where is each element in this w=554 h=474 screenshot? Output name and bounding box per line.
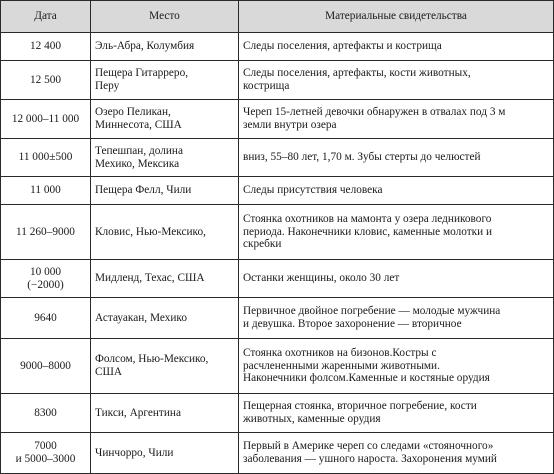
cell-evidence: Останки женщины, около 30 лет — [239, 260, 554, 298]
cell-place: Озеро Пеликан, Миннесота, США — [91, 100, 239, 139]
table-row — [1, 394, 554, 433]
cell-date: 7000 и 5000–3000 — [1, 433, 91, 474]
cell-evidence: Следы поселения, артефакты, кости животных, кострища — [239, 61, 554, 100]
header-place: Место — [91, 1, 239, 33]
cell-place: Пещера Гитарреро, Перу — [91, 61, 239, 100]
cell-place: Кловис, Нью-Мексико, — [91, 205, 239, 260]
cell-place: Чинчорро, Чили — [91, 433, 239, 474]
cell-place: Фолсом, Нью-Мексико, США — [91, 339, 239, 394]
table-row — [1, 139, 554, 177]
cell-date: 12 000–11 000 — [1, 100, 91, 139]
cell-date: 8300 — [1, 394, 91, 433]
table-row — [1, 33, 554, 61]
table-row — [1, 61, 554, 100]
cell-date: 11 000 — [1, 177, 91, 205]
cell-date: 9640 — [1, 298, 91, 339]
table-row — [1, 177, 554, 205]
table-row — [1, 205, 554, 260]
cell-evidence: вниз, 55–80 лет, 1,70 м. Зубы стерты до челюстей — [239, 139, 554, 177]
cell-date: 10 000 (−2000) — [1, 260, 91, 298]
cell-place: Астауакан, Мехико — [91, 298, 239, 339]
table-row — [1, 433, 554, 474]
cell-date: 11 260–9000 — [1, 205, 91, 260]
cell-evidence: Первый в Америке череп со следами «стояночного» заболевания — ушного нароста. Захоронения мумий — [239, 433, 554, 474]
cell-place: Эль-Абра, Колумбия — [91, 33, 239, 61]
cell-place: Тепешпан, долина Мехико, Мексика — [91, 139, 239, 177]
cell-date: 12 400 — [1, 33, 91, 61]
table-row — [1, 339, 554, 394]
table-row — [1, 298, 554, 339]
cell-date: 9000–8000 — [1, 339, 91, 394]
cell-evidence: Череп 15-летней девочки обнаружен в отвалах под 3 м земли внутри озера — [239, 100, 554, 139]
cell-place: Мидленд, Техас, США — [91, 260, 239, 298]
table-row — [1, 260, 554, 298]
table-row — [1, 100, 554, 139]
cell-date: 11 000±500 — [1, 139, 91, 177]
cell-evidence: Стоянка охотников на бизонов.Костры с расчлененными жаренными животными. Наконечники фолсом.Каменные и костяные орудия — [239, 339, 554, 394]
cell-evidence: Стоянка охотников на мамонта у озера ледникового периода. Наконечники кловис, каменные молотки и скребки — [239, 205, 554, 260]
cell-date: 12 500 — [1, 61, 91, 100]
cell-place: Тикси, Аргентина — [91, 394, 239, 433]
cell-evidence: Следы поселения, артефакты и кострища — [239, 33, 554, 61]
cell-place: Пещера Фелл, Чили — [91, 177, 239, 205]
header-date: Дата — [1, 1, 91, 33]
table-header-row — [1, 1, 554, 33]
header-evidence: Материальные свидетельства — [239, 1, 554, 33]
cell-evidence: Следы присутствия человека — [239, 177, 554, 205]
cell-evidence: Первичное двойное погребение — молодые мужчина и девушка. Второе захоронение — вторичное — [239, 298, 554, 339]
cell-evidence: Пещерная стоянка, вторичное погребение, кости животных, каменные орудия — [239, 394, 554, 433]
